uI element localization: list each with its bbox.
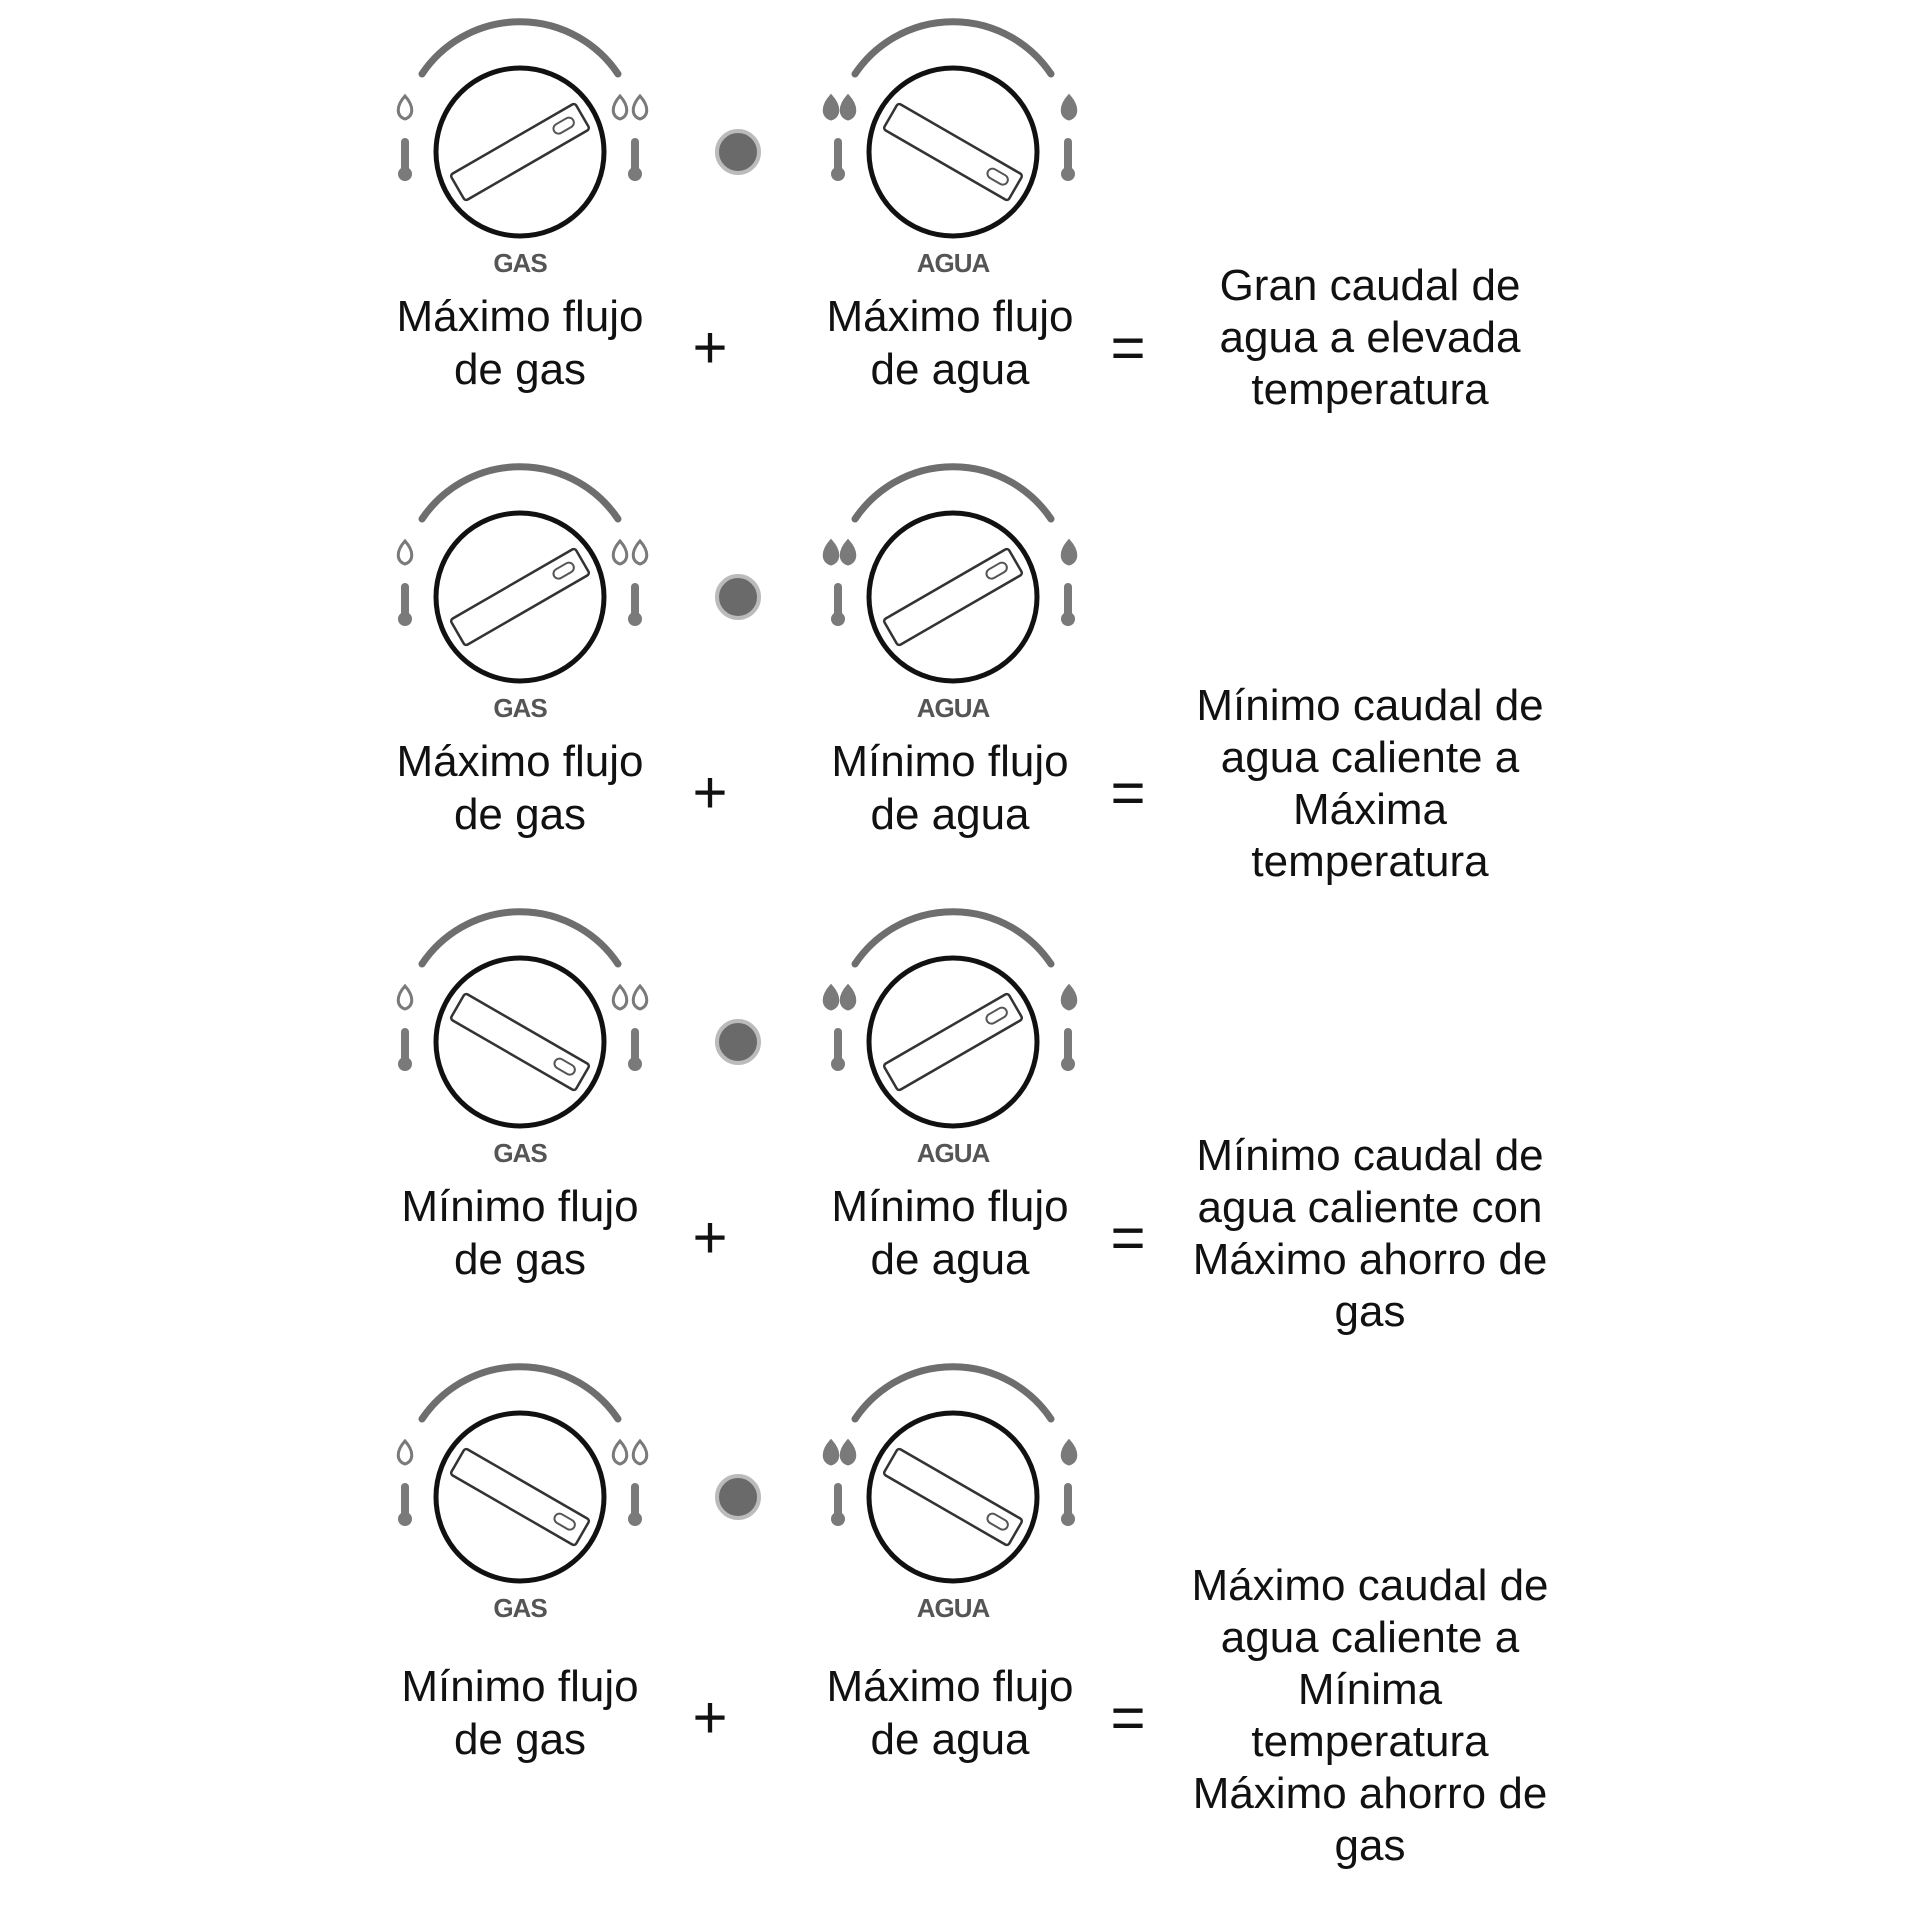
small-flame-icon <box>398 1441 412 1464</box>
low-temperature-icon <box>831 1483 845 1526</box>
pilot-light-indicator <box>717 1476 759 1518</box>
agua-dial-label: AGUA <box>916 1593 990 1623</box>
water-drops-icon <box>824 541 838 564</box>
equals-sign: = <box>1110 1684 1146 1751</box>
gas-knob <box>436 1413 604 1581</box>
agua-dial-label: AGUA <box>916 693 990 723</box>
result-text-line: Mínimo caudal de <box>1196 681 1544 730</box>
gas-caption-line: de gas <box>453 1235 587 1284</box>
low-temperature-icon <box>398 1028 412 1071</box>
pilot-light-indicator <box>717 1021 759 1063</box>
plus-sign: + <box>692 1684 728 1751</box>
gas-dial-label: GAS <box>493 693 547 723</box>
large-flame-icon <box>633 986 647 1009</box>
result-text-line: agua a elevada <box>1219 313 1521 362</box>
gas-dial <box>398 1367 647 1581</box>
agua-dial-label: AGUA <box>916 1138 990 1168</box>
large-flame-icon <box>633 541 647 564</box>
result-text <box>1150 680 1590 888</box>
small-flame-icon <box>398 541 412 564</box>
large-flame-icon <box>613 541 627 564</box>
dial-panel <box>370 475 1120 775</box>
plus-sign: + <box>692 314 728 381</box>
result-text-line: agua caliente con <box>1197 1183 1543 1232</box>
high-temperature-icon <box>628 1483 642 1526</box>
result-text-line: temperatura <box>1251 365 1489 414</box>
dial-panel <box>370 920 1120 1220</box>
agua-caption-line: de agua <box>870 345 1030 394</box>
gas-dial-label: GAS <box>493 248 547 278</box>
gas-caption <box>360 735 680 841</box>
result-text <box>1150 1130 1590 1338</box>
result-text-line: gas <box>1334 1821 1406 1870</box>
low-temperature-icon <box>831 583 845 626</box>
result-text <box>1150 1560 1590 1872</box>
large-flame-icon <box>613 986 627 1009</box>
gas-dial-label: GAS <box>493 1593 547 1623</box>
water-drops-icon <box>824 1441 838 1464</box>
gas-knob <box>436 513 604 681</box>
result-text-line: gas <box>1334 1287 1406 1336</box>
result-text-line: Máximo ahorro de <box>1192 1235 1548 1284</box>
agua-dial-label: AGUA <box>916 248 990 278</box>
gas-caption-line: de gas <box>453 345 587 394</box>
agua-caption-line: Mínimo flujo <box>831 1182 1069 1231</box>
result-text-line: Mínimo caudal de <box>1196 1131 1544 1180</box>
gas-caption-line: de gas <box>453 1715 587 1764</box>
result-text-line: temperatura <box>1251 837 1489 886</box>
pilot-light-indicator <box>717 576 759 618</box>
gas-caption-line: Mínimo flujo <box>401 1662 639 1711</box>
result-text-line: Gran caudal de <box>1219 261 1521 310</box>
result-text-line: agua caliente a <box>1220 733 1520 782</box>
water-drop-icon <box>1062 541 1076 564</box>
low-temperature-icon <box>398 1483 412 1526</box>
agua-caption-line: de agua <box>870 1235 1030 1284</box>
result-text-line: temperatura <box>1251 1717 1489 1766</box>
agua-caption-line: Máximo flujo <box>826 292 1074 341</box>
water-drops-icon <box>824 986 838 1009</box>
agua-caption-line: Máximo flujo <box>826 1662 1074 1711</box>
water-drop-icon <box>1062 986 1076 1009</box>
large-flame-icon <box>633 1441 647 1464</box>
water-drops-icon <box>841 1441 855 1464</box>
agua-dial <box>824 912 1076 1126</box>
high-temperature-icon <box>1061 1483 1075 1526</box>
agua-knob <box>869 1413 1037 1581</box>
agua-caption <box>790 735 1110 841</box>
agua-caption-line: de agua <box>870 790 1030 839</box>
result-text-line: agua caliente a <box>1220 1613 1520 1662</box>
gas-knob <box>436 958 604 1126</box>
result-text-line: Máximo ahorro de <box>1192 1769 1548 1818</box>
high-temperature-icon <box>1061 1028 1075 1071</box>
result-text-line: Máximo caudal de <box>1191 1561 1549 1610</box>
small-flame-icon <box>398 986 412 1009</box>
agua-knob <box>869 958 1037 1126</box>
agua-caption <box>790 1660 1110 1766</box>
gas-caption-line: Mínimo flujo <box>401 1182 639 1231</box>
gas-caption-line: Máximo flujo <box>396 737 644 786</box>
result-text-line: Mínima <box>1297 1665 1443 1714</box>
gas-dial <box>398 912 647 1126</box>
dial-panel <box>370 1375 1120 1675</box>
agua-caption-line: de agua <box>870 1715 1030 1764</box>
high-temperature-icon <box>628 1028 642 1071</box>
water-drops-icon <box>841 541 855 564</box>
agua-caption-line: Mínimo flujo <box>831 737 1069 786</box>
plus-sign: + <box>692 1204 728 1271</box>
low-temperature-icon <box>398 583 412 626</box>
large-flame-icon <box>613 1441 627 1464</box>
equals-sign: = <box>1110 314 1146 381</box>
high-temperature-icon <box>1061 583 1075 626</box>
gas-dial-label: GAS <box>493 1138 547 1168</box>
gas-caption-line: Máximo flujo <box>396 292 644 341</box>
gas-dial <box>398 467 647 681</box>
water-drops-icon <box>841 986 855 1009</box>
gas-caption <box>360 1660 680 1766</box>
agua-dial <box>824 1367 1076 1581</box>
low-temperature-icon <box>831 1028 845 1071</box>
agua-dial <box>824 467 1076 681</box>
equals-sign: = <box>1110 1204 1146 1271</box>
high-temperature-icon <box>628 583 642 626</box>
gas-caption-line: de gas <box>453 790 587 839</box>
gas-caption <box>360 1180 680 1286</box>
plus-sign: + <box>692 759 728 826</box>
result-text-line: Máxima <box>1292 785 1448 834</box>
equals-sign: = <box>1110 759 1146 826</box>
water-drop-icon <box>1062 1441 1076 1464</box>
agua-caption <box>790 1180 1110 1286</box>
agua-knob <box>869 513 1037 681</box>
